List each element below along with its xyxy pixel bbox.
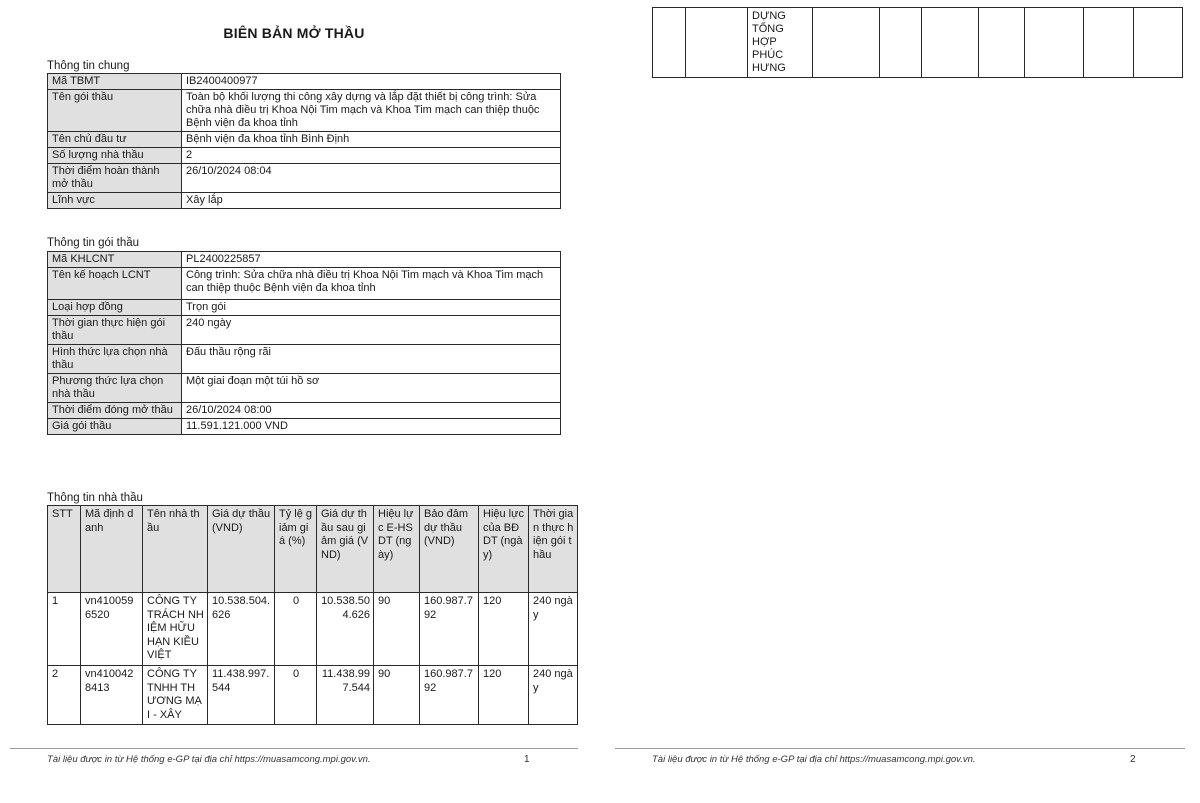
- column-header: STT: [48, 506, 81, 593]
- table-cell: 160.987.792: [420, 666, 479, 725]
- package-info-title: Thông tin gói thầu: [47, 237, 140, 249]
- bidder-table: [47, 505, 578, 725]
- table-cell: vn4100428413: [81, 666, 143, 725]
- table-cell: [880, 8, 922, 78]
- package-info-value: Một giai đoạn một túi hồ sơ: [182, 374, 561, 403]
- table-cell: 11.438.997.544: [317, 666, 374, 725]
- page-number: 1: [524, 754, 530, 765]
- general-info-label: Tên chủ đầu tư: [48, 132, 182, 148]
- package-info-value: Trọn gói: [182, 300, 561, 316]
- package-info-label: Hình thức lựa chọn nhà thầu: [48, 345, 182, 374]
- page-2: [605, 0, 1200, 803]
- table-cell: 0: [275, 666, 317, 725]
- general-info-label: Mã TBMT: [48, 74, 182, 90]
- package-info-label: Phương thức lựa chọn nhà thầu: [48, 374, 182, 403]
- table-cell: 2: [48, 666, 81, 725]
- bidder-table-continued: [652, 7, 1183, 78]
- bidder-table-header: [48, 506, 578, 593]
- column-header: Giá dự thầu sau giảm giá (VND): [317, 506, 374, 593]
- table-row: [48, 132, 561, 148]
- table-cell: 240 ngày: [529, 593, 578, 666]
- package-info-label: Loại hợp đồng: [48, 300, 182, 316]
- package-info-label: Giá gói thầu: [48, 419, 182, 435]
- package-info-label: Thời điểm đóng mở thầu: [48, 403, 182, 419]
- table-row: [48, 268, 561, 300]
- table-row: [48, 193, 561, 209]
- general-info-value: 2: [182, 148, 561, 164]
- footer-divider: [615, 748, 1185, 749]
- general-info-label: Lĩnh vực: [48, 193, 182, 209]
- page-number: 2: [1130, 754, 1136, 765]
- table-cell: [1025, 8, 1084, 78]
- general-info-table: [47, 73, 561, 209]
- table-row: [48, 419, 561, 435]
- general-info-label: Tên gói thầu: [48, 90, 182, 132]
- package-info-label: Mã KHLCNT: [48, 252, 182, 268]
- package-info-label: Thời gian thực hiện gói thầu: [48, 316, 182, 345]
- column-header: Thời gian thực hiện gói thầu: [529, 506, 578, 593]
- package-info-value: 240 ngày: [182, 316, 561, 345]
- table-row: [48, 374, 561, 403]
- general-info-value: 26/10/2024 08:04: [182, 164, 561, 193]
- table-cell: 120: [479, 666, 529, 725]
- table-cell: 10.538.504.626: [208, 593, 275, 666]
- table-cell: [922, 8, 979, 78]
- table-row: [48, 593, 578, 666]
- column-header: Tỷ lệ giảm giá (%): [275, 506, 317, 593]
- table-row: [48, 74, 561, 90]
- table-cell: [1134, 8, 1183, 78]
- table-row: [48, 148, 561, 164]
- table-cell: 11.438.997.544: [208, 666, 275, 725]
- table-row: [48, 316, 561, 345]
- package-info-label: Tên kế hoạch LCNT: [48, 268, 182, 300]
- column-header: Hiệu lực E-HSDT (ngày): [374, 506, 420, 593]
- column-header: Bảo đảm dự thầu (VND): [420, 506, 479, 593]
- table-row: [48, 403, 561, 419]
- package-info-value: Công trình: Sửa chữa nhà điều trị Khoa Nội Tim mạch và Khoa Tim mạch can thiệp thuộc Bệnh viện đa khoa tỉnh: [182, 268, 561, 300]
- footer-text: Tài liệu được in từ Hệ thống e-GP tại địa chỉ https://muasamcong.mpi.gov.vn.: [652, 754, 976, 765]
- table-cell: 0: [275, 593, 317, 666]
- footer-divider: [10, 748, 578, 749]
- general-info-value: IB2400400977: [182, 74, 561, 90]
- table-cell: 240 ngày: [529, 666, 578, 725]
- table-row: [48, 666, 578, 725]
- table-cell: CÔNG TY TRÁCH NHIỆM HỮU HẠN KIỀU VIỆT: [143, 593, 208, 666]
- table-cell: [653, 8, 686, 78]
- table-cell: 160.987.792: [420, 593, 479, 666]
- bidder-info-title: Thông tin nhà thầu: [47, 492, 143, 504]
- general-info-label: Số lượng nhà thầu: [48, 148, 182, 164]
- package-info-value: 11.591.121.000 VND: [182, 419, 561, 435]
- document-title: BIÊN BẢN MỞ THẦU: [223, 25, 365, 41]
- table-cell: 1: [48, 593, 81, 666]
- table-cell: 90: [374, 593, 420, 666]
- table-row: [48, 252, 561, 268]
- table-cell: [1084, 8, 1134, 78]
- column-header: Giá dự thầu (VND): [208, 506, 275, 593]
- table-row: [653, 8, 1183, 78]
- package-info-value: Đấu thầu rộng rãi: [182, 345, 561, 374]
- table-row: [48, 345, 561, 374]
- general-info-value: Xây lắp: [182, 193, 561, 209]
- general-info-title: Thông tin chung: [47, 60, 130, 72]
- package-info-value: 26/10/2024 08:00: [182, 403, 561, 419]
- column-header: Hiệu lực của BĐ DT (ngày): [479, 506, 529, 593]
- table-cell: 10.538.504.626: [317, 593, 374, 666]
- package-info-table: [47, 251, 561, 435]
- table-cell: [686, 8, 748, 78]
- general-info-label: Thời điểm hoàn thành mở thầu: [48, 164, 182, 193]
- column-header: Tên nhà thầu: [143, 506, 208, 593]
- general-info-value: Toàn bộ khối lượng thi công xây dựng và lắp đặt thiết bị công trình: Sửa chữa nhà điều trị Khoa Nội Tim mạch và Khoa Tim mạch can thiệp thuộc Bệnh viện đa khoa tỉnh: [182, 90, 561, 132]
- table-cell: 120: [479, 593, 529, 666]
- table-cell: vn4100596520: [81, 593, 143, 666]
- table-row: [48, 300, 561, 316]
- column-header: Mã định danh: [81, 506, 143, 593]
- table-row: [48, 90, 561, 132]
- footer-text: Tài liệu được in từ Hệ thống e-GP tại địa chỉ https://muasamcong.mpi.gov.vn.: [47, 754, 371, 765]
- table-row: [48, 164, 561, 193]
- package-info-value: PL2400225857: [182, 252, 561, 268]
- general-info-value: Bệnh viện đa khoa tỉnh Bình Định: [182, 132, 561, 148]
- table-cell: 90: [374, 666, 420, 725]
- table-cell: CÔNG TY TNHH THƯƠNG MẠI - XÂY: [143, 666, 208, 725]
- table-cell: DỰNG TỔNG HỢP PHÚC HƯNG: [748, 8, 813, 78]
- table-cell: [979, 8, 1025, 78]
- table-cell: [813, 8, 880, 78]
